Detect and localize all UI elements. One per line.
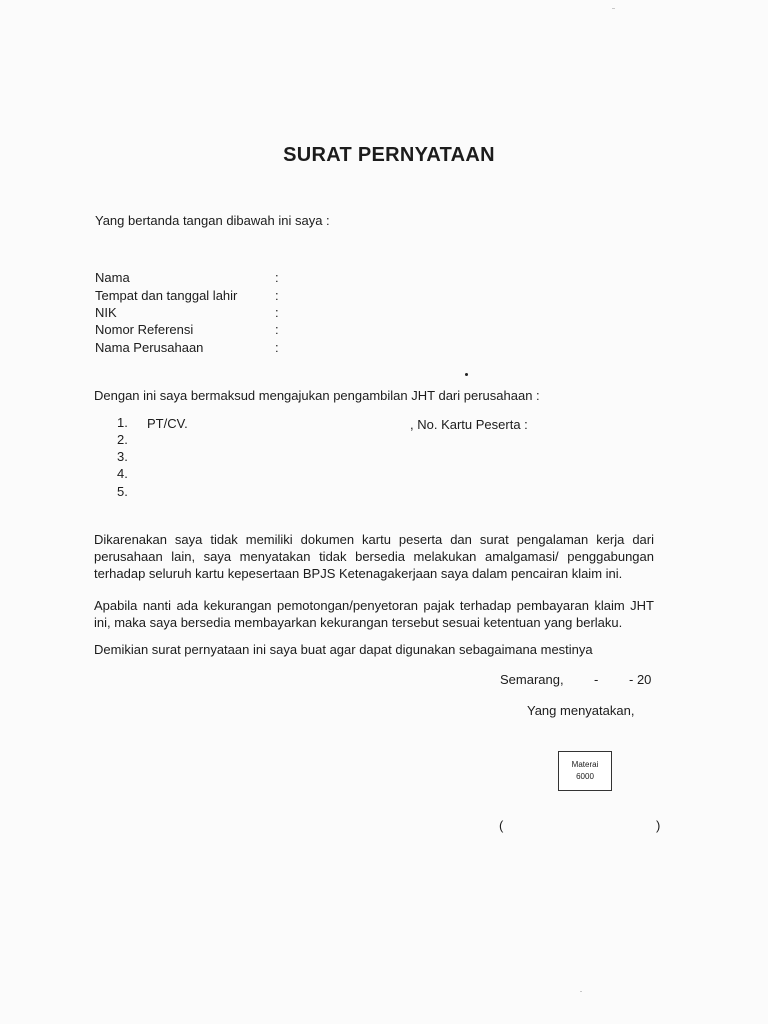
- field-colon: :: [275, 270, 279, 285]
- list-number: 1.: [117, 415, 128, 430]
- field-colon: :: [275, 340, 279, 355]
- paragraph-amalgamasi: Dikarenakan saya tidak memiliki dokumen kartu peserta dan surat pengalaman kerja dari perusahaan lain, saya menyatakan tidak bersedia melakukan amalgamasi/ penggabungan terhadap seluruh kartu kepesertaan BPJS Ketenagakerjaan saya dalam pencairan klaim ini.: [94, 532, 654, 581]
- signature-paren-open: (: [499, 818, 504, 833]
- list-number: 2.: [117, 432, 128, 447]
- paragraph-closing: Demikian surat pernyataan ini saya buat agar dapat digunakan sebagaimana mestinya: [94, 642, 593, 657]
- list-number: 3.: [117, 449, 128, 464]
- list-number: 4.: [117, 466, 128, 481]
- scan-speck: [612, 8, 615, 9]
- field-label-nik: NIK: [95, 305, 117, 320]
- card-number-label: , No. Kartu Peserta :: [410, 417, 528, 432]
- stamp-value: 6000: [576, 772, 594, 781]
- field-colon: :: [275, 305, 279, 320]
- jht-intro-text: Dengan ini saya bermaksud mengajukan pengambilan JHT dari perusahaan :: [94, 388, 540, 403]
- field-label-nama-perusahaan: Nama Perusahaan: [95, 340, 204, 355]
- field-colon: :: [275, 322, 279, 337]
- stray-dot: [465, 373, 468, 376]
- signature-paren-close: ): [656, 818, 661, 833]
- paragraph-pajak: Apabila nanti ada kekurangan pemotongan/penyetoran pajak terhadap pembayaran klaim JHT ini, maka saya bersedia membayarkan kekurangan tersebut sesuai ketentuan yang berlaku.: [94, 598, 654, 630]
- signature-year: - 20: [629, 672, 652, 687]
- list-number: 5.: [117, 484, 128, 499]
- field-colon: :: [275, 288, 279, 303]
- signature-place: Semarang,: [500, 672, 564, 687]
- field-label-nama: Nama: [95, 270, 130, 285]
- document-title: SURAT PERNYATAAN: [283, 144, 495, 166]
- signature-declarant: Yang menyatakan,: [527, 703, 635, 718]
- materai-stamp-box: [558, 751, 612, 791]
- company-label: PT/CV.: [147, 416, 188, 431]
- signature-date-dash: -: [594, 672, 599, 687]
- field-label-nomor-referensi: Nomor Referensi: [95, 322, 194, 337]
- intro-text: Yang bertanda tangan dibawah ini saya :: [95, 213, 330, 228]
- stamp-label: Materai: [571, 760, 599, 769]
- field-label-ttl: Tempat dan tanggal lahir: [95, 288, 238, 303]
- scan-speck: [580, 991, 582, 992]
